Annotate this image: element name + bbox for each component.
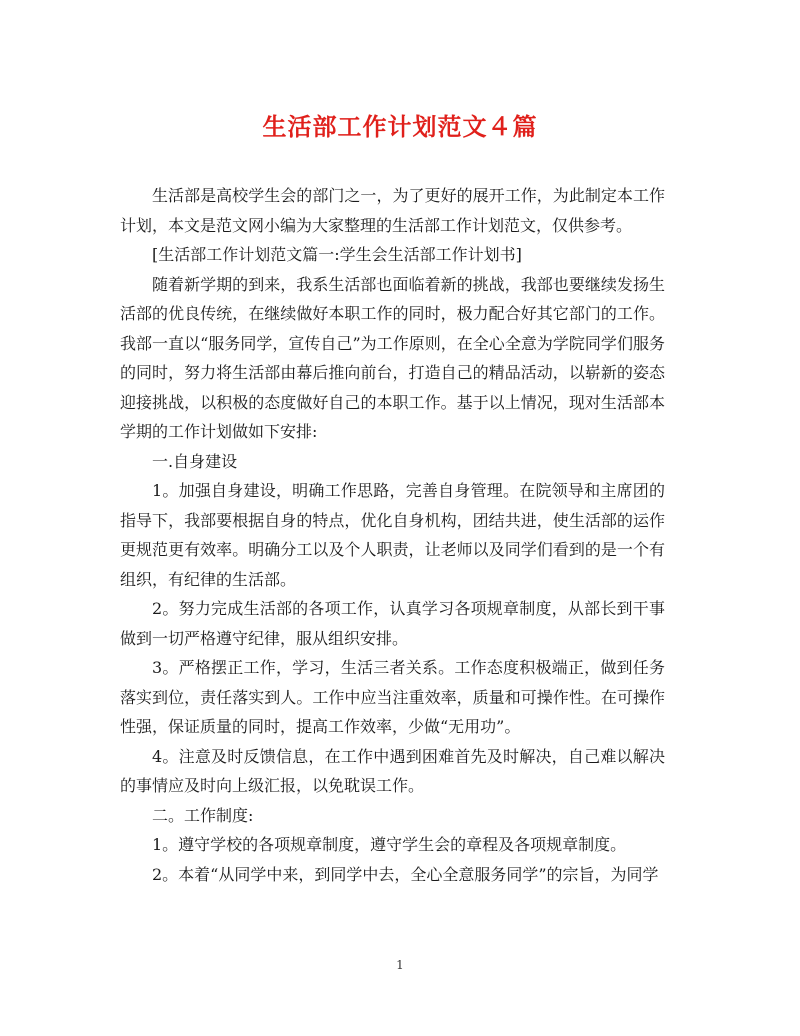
paragraph-heading-self-building: 一.自身建设 xyxy=(152,451,238,471)
paragraph-rule-1: 1。遵守学校的各项规章制度，遵守学生会的章程及各项规章制度。 xyxy=(152,835,627,854)
paragraph-rule-2: 2。本着“从同学中来，到同学中去，全心全意服务同学”的宗旨，为同学 xyxy=(152,864,659,884)
paragraph-item-4: 4。注意及时反馈信息，在工作中遇到困难首先及时解决，自己难以解决的事情应及时向上级汇报，以免耽误工作。 xyxy=(120,746,665,795)
document-body xyxy=(120,181,665,889)
paragraph-overview: 随着新学期的到来，我系生活部也面临着新的挑战，我部也要继续发扬生活部的优良传统，在继续做好本职工作的同时，极力配合好其它部门的工作。我部一直以“服务同学，宣传自己”为工作原则，在全心全意为学院同学们服务的同时，努力将生活部由幕后推向前台，打造自己的精品活动，以崭新的姿态迎接挑战，以积极的态度做好自己的本职工作。基于以上情况，现对生活部本学期的工作计划做如下安排: xyxy=(120,274,665,441)
paragraph-section-heading: [生活部工作计划范文篇一:学生会生活部工作计划书] xyxy=(152,245,522,264)
paragraph-heading-work-rules: 二。工作制度: xyxy=(152,805,254,825)
paragraph-intro: 生活部是高校学生会的部门之一，为了更好的展开工作，为此制定本工作计划，本文是范文网小编为大家整理的生活部工作计划范文，仅供参考。 xyxy=(120,186,665,235)
paragraph-item-2: 2。努力完成生活部的各项工作，认真学习各项规章制度，从部长到干事做到一切严格遵守纪律，服从组织安排。 xyxy=(120,599,665,648)
page-number: 1 xyxy=(396,958,404,972)
paragraph-item-1: 1。加强自身建设，明确工作思路，完善自身管理。在院领导和主席团的指导下，我部要根据自身的特点，优化自身机构，团结共进，使生活部的运作更规范更有效率。明确分工以及个人职责，让老师以及同学们看到的是一个有组织，有纪律的生活部。 xyxy=(120,481,665,589)
paragraph-item-3: 3。严格摆正工作，学习，生活三者关系。工作态度积极端正，做到任务落实到位，责任落实到人。工作中应当注重效率，质量和可操作性。在可操作性强，保证质量的同时，提高工作效率，少做“无用功”。 xyxy=(120,658,665,736)
document-title: 生活部工作计划范文４篇 xyxy=(262,112,538,141)
